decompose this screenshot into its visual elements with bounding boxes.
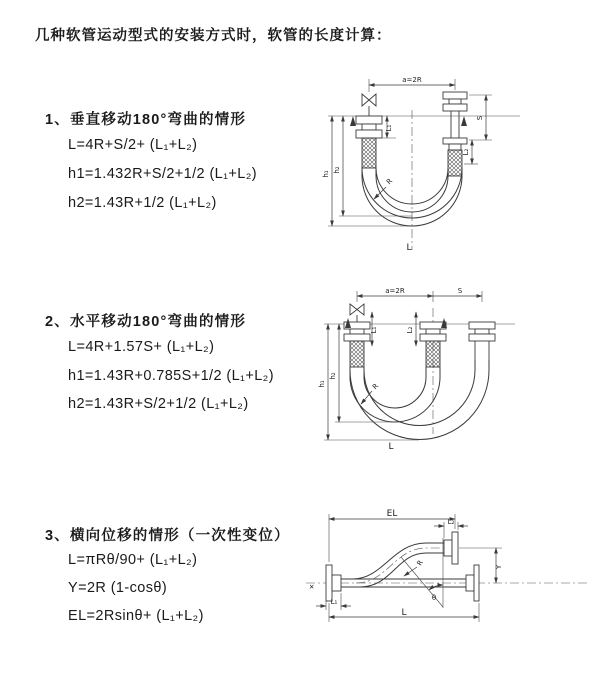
dim-label-l2: L₂ [406, 326, 414, 334]
section2-formula-h1: h1=1.43R+0.785S+1/2 (L₁+L₂) [68, 368, 274, 384]
section2-formula-L: L=4R+1.57S+ (L₁+L₂) [68, 339, 215, 355]
dim-label-a2r: a=2R [402, 76, 422, 84]
move-up-arrow-left [350, 116, 356, 126]
section1-formula-h2: h2=1.43R+1/2 (L₁+L₂) [68, 195, 217, 211]
valve-icon [350, 304, 364, 315]
dim-label-l2: L₂ [462, 148, 470, 156]
dim-label-a2r: a=2R [385, 287, 405, 295]
diagram-vertical-move-180-bend [312, 70, 592, 262]
diagram-horizontal-move-180-bend [310, 282, 590, 452]
valve-icon [362, 94, 376, 106]
diagram-lateral-displacement [298, 505, 598, 647]
section1-heading: 1、垂直移动180°弯曲的情形 [45, 112, 247, 128]
section2-formula-h2: h2=1.43R+S/2+1/2 (L₁+L₂) [68, 396, 249, 412]
angle-label-theta: θ [431, 594, 437, 602]
section3-formula-Y: Y=2R (1-cosθ) [68, 580, 168, 596]
section1-formula-L: L=4R+S/2+ (L₁+L₂) [68, 137, 198, 153]
dim-label-y: Y [495, 564, 503, 570]
dim-label-l1: L₁ [330, 598, 338, 606]
section3-formula-L: L=πRθ/90+ (L₁+L₂) [68, 552, 198, 568]
dim-label-h1: h₁ [322, 170, 330, 178]
move-up-arrow-right [461, 116, 467, 126]
section1-formula-h1: h1=1.432R+S/2+1/2 (L₁+L₂) [68, 166, 258, 182]
radius-label-r: R [415, 558, 425, 568]
section3-heading: 3、横向位移的情形（一次性变位） [45, 528, 290, 544]
dim-label-h2: h₂ [333, 166, 341, 174]
dim-label-s: S [476, 115, 484, 121]
section3-formula-EL: EL=2Rsinθ+ (L₁+L₂) [68, 608, 204, 624]
hose-braid-right [448, 150, 462, 176]
dim-label-l1: L₁ [385, 124, 393, 132]
dim-label-l2: L₂ [447, 518, 455, 526]
dim-label-l: L [388, 442, 394, 452]
centerline-mark: ✕ [309, 583, 315, 591]
section2-heading: 2、水平移动180°弯曲的情形 [45, 314, 247, 330]
hose-braid-middle [426, 341, 440, 367]
radius-label-r: R [385, 177, 395, 187]
hose-braid-left [350, 341, 364, 367]
dim-label-el: EL [386, 509, 398, 519]
document-title: 几种软管运动型式的安装方式时，软管的长度计算： [35, 28, 392, 44]
dim-label-l: L [401, 608, 407, 618]
radius-label-r: R [371, 382, 381, 392]
dim-label-s: S [457, 287, 463, 295]
dim-label-h2: h₂ [329, 372, 337, 380]
dim-label-h1: h₁ [318, 380, 326, 388]
dim-label-l1: L₁ [370, 326, 378, 334]
dim-label-l: L [406, 243, 412, 253]
hose-braid-left [362, 138, 376, 168]
